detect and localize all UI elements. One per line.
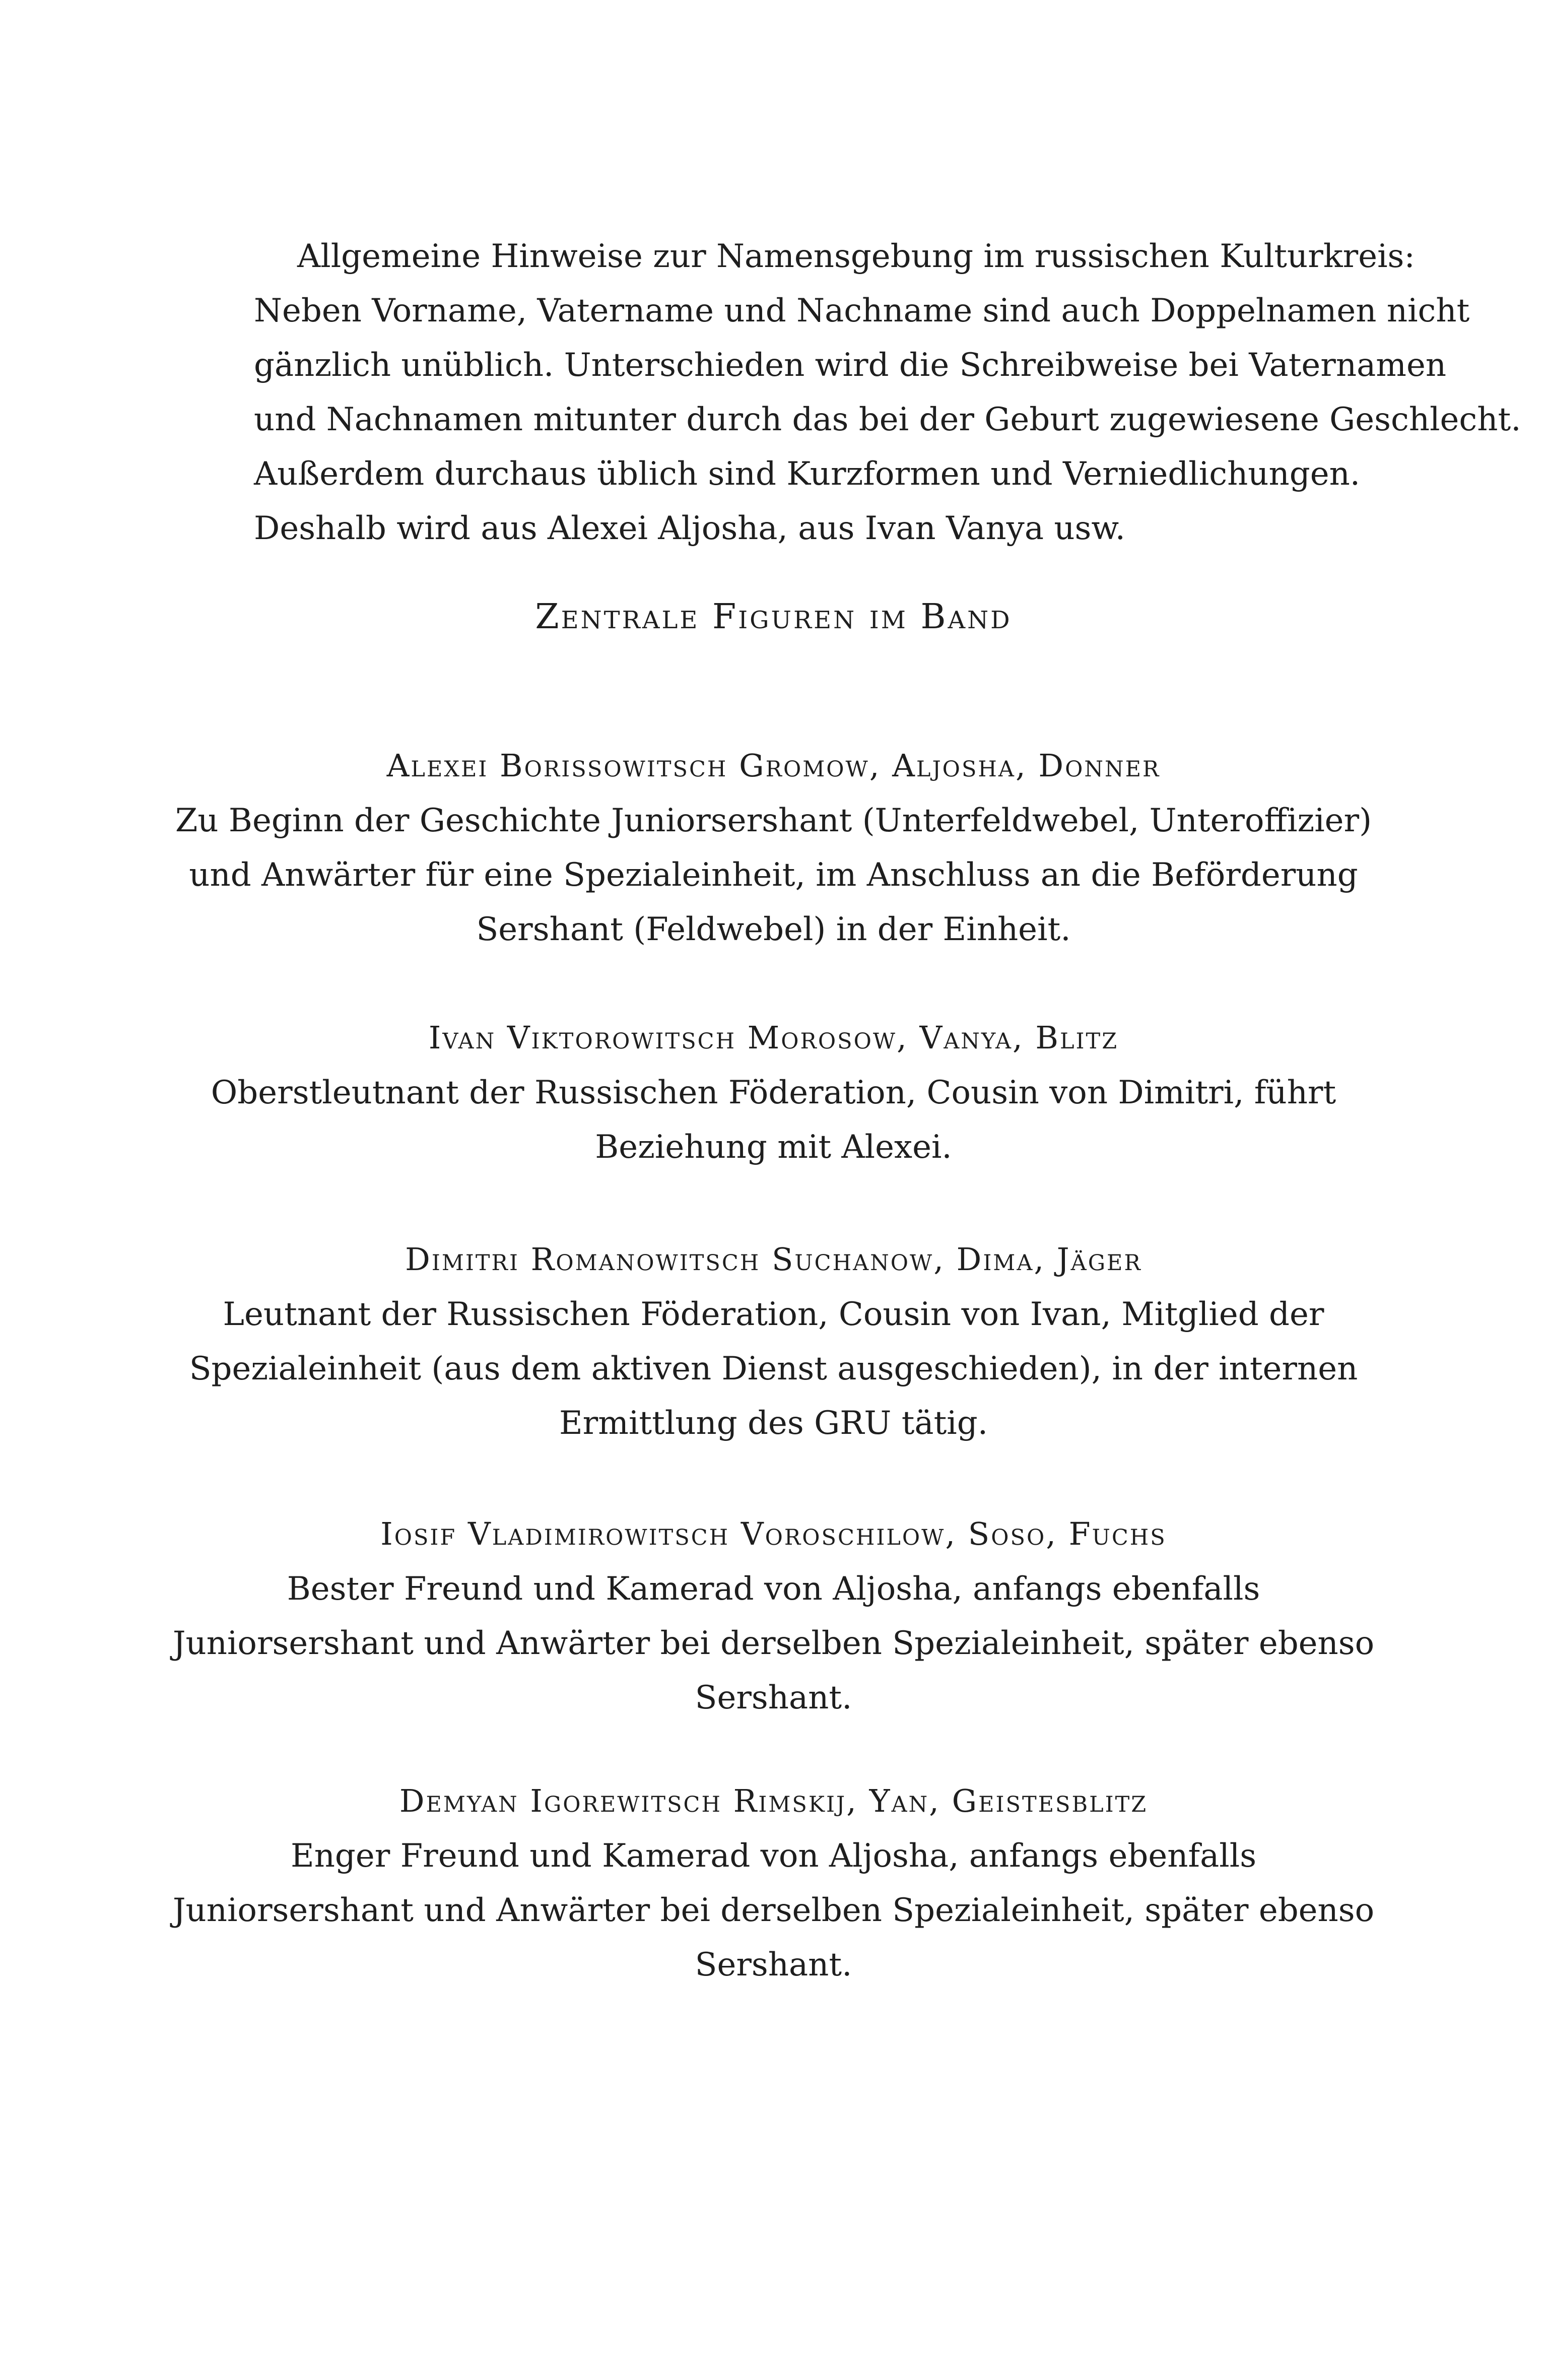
character-entry-demyan (0, 1773, 1547, 1992)
character-description (0, 1287, 1547, 1450)
description-line: Sershant (Feldwebel) in der Einheit. (476, 911, 1071, 948)
character-name: Alexei Borissowitsch Gromow, Aljosha, Donner (386, 747, 1161, 784)
section-title: Zentrale Figuren im Band (535, 597, 1012, 637)
character-name: Dimitri Romanowitsch Suchanow, Dima, Jäger (405, 1241, 1142, 1278)
description-line: Sershant. (695, 1679, 852, 1716)
intro-line: Deshalb wird aus Alexei Aljosha, aus Ivan Vanya usw. (254, 510, 1125, 547)
description-line: Ermittlung des GRU tätig. (559, 1405, 988, 1442)
intro-paragraph (254, 229, 1521, 556)
description-line: Bester Freund und Kamerad von Aljosha, anfangs ebenfalls (287, 1570, 1260, 1608)
description-line: Oberstleutnant der Russischen Föderation, Cousin von Dimitri, führt (211, 1074, 1336, 1111)
character-entry-iosif (0, 1506, 1547, 1725)
character-name: Demyan Igorewitsch Rimskij, Yan, Geistesblitz (399, 1782, 1148, 1819)
character-name: Ivan Viktorowitsch Morosow, Vanya, Blitz (428, 1019, 1119, 1056)
character-name: Iosif Vladimirowitsch Voroschilow, Soso, Fuchs (380, 1515, 1167, 1552)
intro-line: Allgemeine Hinweise zur Namensgebung im russischen Kulturkreis: (297, 238, 1415, 275)
character-entry-ivan (0, 1010, 1547, 1174)
intro-line: Außerdem durchaus üblich sind Kurzformen und Verniedlichungen. (254, 455, 1361, 493)
description-line: und Anwärter für eine Spezialeinheit, im Anschluss an die Beförderung (189, 856, 1358, 894)
intro-line: gänzlich unüblich. Unterschieden wird die Schreibweise bei Vaternamen (254, 347, 1447, 384)
character-description (0, 1562, 1547, 1725)
intro-line: Neben Vorname, Vatername und Nachname sind auch Doppelnamen nicht (254, 292, 1470, 329)
description-line: Juniorsershant und Anwärter bei derselben Spezialeinheit, später ebenso (172, 1892, 1375, 1929)
intro-line: und Nachnamen mitunter durch das bei der Geburt zugewiesene Geschlecht. (254, 401, 1521, 438)
description-line: Beziehung mit Alexei. (595, 1129, 952, 1166)
description-line: Juniorsershant und Anwärter bei derselben Spezialeinheit, später ebenso (172, 1625, 1375, 1662)
character-entry-dimitri (0, 1232, 1547, 1450)
character-description (0, 1066, 1547, 1174)
description-line: Sershant. (695, 1946, 852, 1984)
description-line: Spezialeinheit (aus dem aktiven Dienst ausgeschieden), in der internen (189, 1350, 1358, 1387)
description-line: Leutnant der Russischen Föderation, Cousin von Ivan, Mitglied der (223, 1296, 1324, 1333)
description-line: Enger Freund und Kamerad von Aljosha, anfangs ebenfalls (290, 1837, 1257, 1875)
character-description (0, 1829, 1547, 1992)
character-description (0, 794, 1547, 957)
description-line: Zu Beginn der Geschichte Juniorsershant (Unterfeldwebel, Unteroffizier) (175, 802, 1372, 839)
character-entry-alexei (0, 738, 1547, 957)
